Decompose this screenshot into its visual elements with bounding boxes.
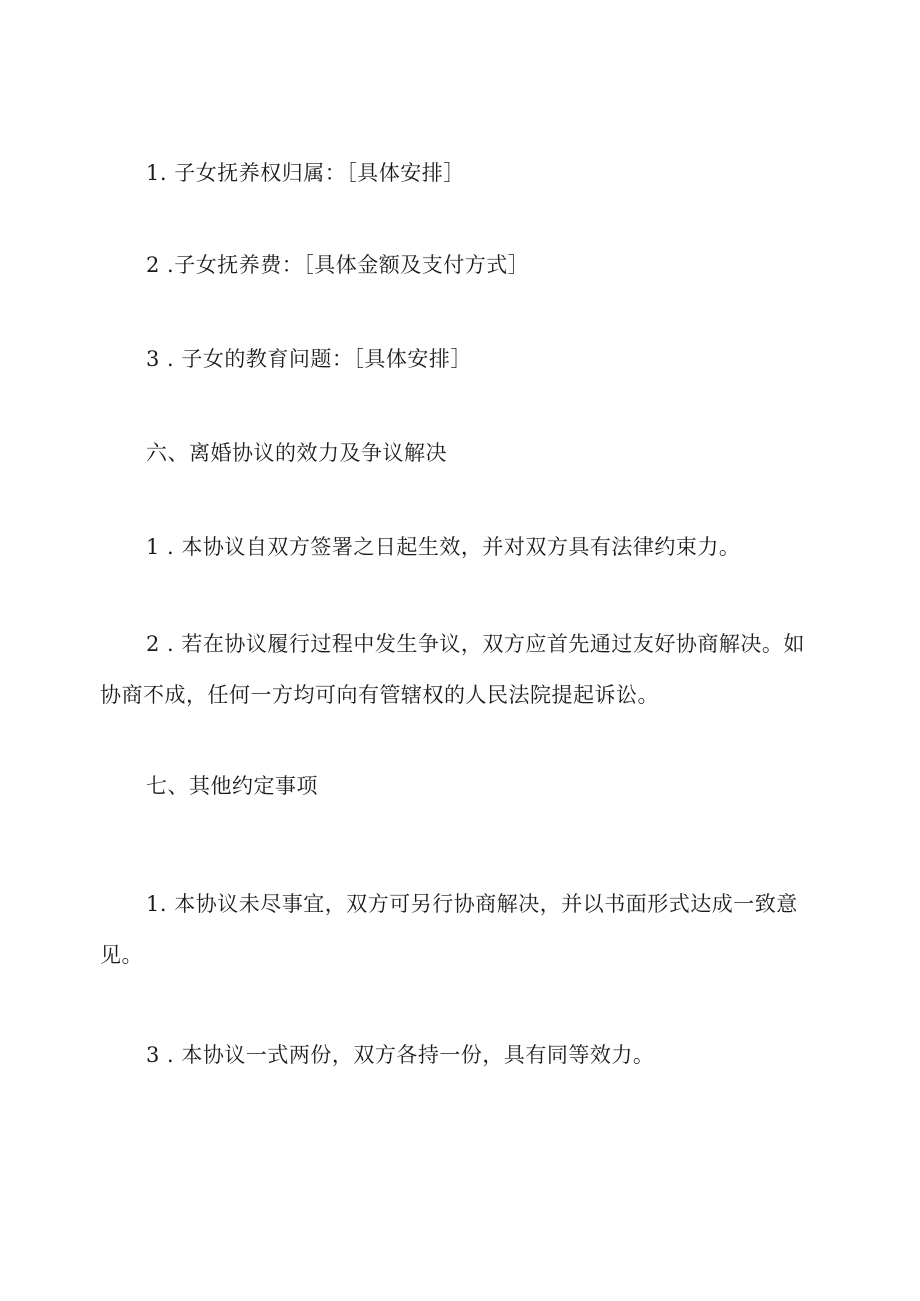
clause-other-line2: 见。 [100,943,143,967]
clause-custody: 1. 子女抚养权归属：［具体安排］ [146,161,465,185]
clause-other-line1: 1. 本协议未尽事宜，双方可另行协商解决，并以书面形式达成一致意 [146,892,798,916]
clause-effect: 1 . 本协议自双方签署之日起生效，并对双方具有法律约束力。 [146,535,741,559]
clause-support-fee: 2 .子女抚养费：［具体金额及支付方式］ [146,253,530,277]
clause-dispute-line2: 协商不成，任何一方均可向有管辖权的人民法院提起诉讼。 [100,683,659,707]
clause-dispute-line1: 2 . 若在协议履行过程中发生争议，双方应首先通过友好协商解决。如 [146,632,805,656]
clause-copies: 3 . 本协议一式两份，双方各持一份，具有同等效力。 [146,1043,655,1067]
section-heading-7: 七、其他约定事项 [146,774,318,798]
clause-education: 3 . 子女的教育问题：［具体安排］ [146,347,472,371]
section-heading-6: 六、离婚协议的效力及争议解决 [146,441,447,465]
